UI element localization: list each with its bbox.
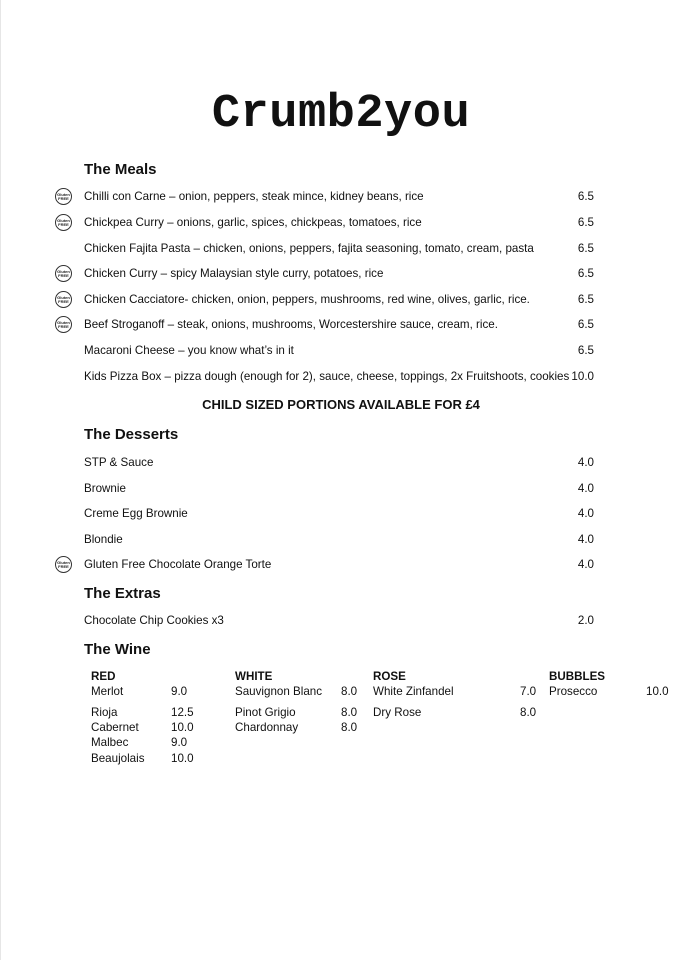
menu-item <box>84 241 594 257</box>
menu-item <box>84 266 594 282</box>
wine-name: Prosecco <box>549 685 598 698</box>
menu-item-description: Creme Egg Brownie <box>84 507 188 520</box>
gluten-free-badge-text: FREE <box>58 272 69 278</box>
gluten-free-badge-text: FREE <box>58 298 69 304</box>
wine-column-heading: ROSE <box>373 670 406 683</box>
wine-name: Dry Rose <box>373 706 422 719</box>
menu-item-price: 6.5 <box>577 318 594 331</box>
child-portions-note: CHILD SIZED PORTIONS AVAILABLE FOR £4 <box>202 397 480 412</box>
menu-item-price: 4.0 <box>577 507 594 520</box>
menu-item-price: 4.0 <box>577 533 594 546</box>
menu-item-price: 6.5 <box>577 293 594 306</box>
meals-heading: The Meals <box>84 161 157 178</box>
wine-name: White Zinfandel <box>373 685 454 698</box>
wine-name: Chardonnay <box>235 721 299 734</box>
menu-item-description: Blondie <box>84 533 123 546</box>
wine-heading: The Wine <box>84 641 151 658</box>
menu-item-description: Kids Pizza Box – pizza dough (enough for 2), sauce, cheese, toppings, 2x Fruitshoots, cookies <box>84 370 570 383</box>
menu-item <box>84 292 594 308</box>
menu-item-description: Gluten Free Chocolate Orange Torte <box>84 558 272 571</box>
menu-item-price: 4.0 <box>577 456 594 469</box>
gluten-free-badge-icon <box>55 556 72 573</box>
wine-price: 8.0 <box>341 685 358 698</box>
gluten-free-badge-text: Gluten <box>57 217 70 223</box>
menu-item-description: STP & Sauce <box>84 456 154 469</box>
menu-item-description: Beef Stroganoff – steak, onions, mushrooms, Worcestershire sauce, cream, rice. <box>84 318 498 331</box>
menu-item-description: Chicken Cacciatore- chicken, onion, peppers, mushrooms, red wine, olives, garlic, rice. <box>84 293 530 306</box>
menu-title: Crumb2you <box>211 88 471 141</box>
menu-item-price: 2.0 <box>577 614 594 627</box>
gluten-free-badge-text: FREE <box>58 323 69 329</box>
wine-name: Pinot Grigio <box>235 706 296 719</box>
menu-item-description: Chicken Curry – spicy Malaysian style curry, potatoes, rice <box>84 267 384 280</box>
extras-heading: The Extras <box>84 585 161 602</box>
wine-price: 8.0 <box>341 706 358 719</box>
wine-price: 9.0 <box>171 685 188 698</box>
wine-price: 10.0 <box>646 685 669 698</box>
gluten-free-badge-text: Gluten <box>57 294 70 300</box>
menu-item <box>84 189 594 205</box>
wine-name: Cabernet <box>91 721 139 734</box>
gluten-free-badge-text: FREE <box>58 563 69 569</box>
wine-name: Rioja <box>91 706 118 719</box>
gluten-free-badge-icon <box>55 291 72 308</box>
wine-price: 10.0 <box>171 752 194 765</box>
menu-item-price: 6.5 <box>577 242 594 255</box>
wine-price: 7.0 <box>520 685 537 698</box>
menu-item-description: Chocolate Chip Cookies x3 <box>84 614 224 627</box>
menu-item <box>84 557 594 573</box>
gluten-free-badge-text: Gluten <box>57 559 70 565</box>
gluten-free-badge-text: Gluten <box>57 268 70 274</box>
menu-item-price: 6.5 <box>577 190 594 203</box>
menu-item-price: 4.0 <box>577 558 594 571</box>
menu-item-price: 4.0 <box>577 482 594 495</box>
wine-price: 10.0 <box>171 721 194 734</box>
gluten-free-badge-text: Gluten <box>57 319 70 325</box>
wine-column-heading: BUBBLES <box>549 670 606 683</box>
gluten-free-badge-text: Gluten <box>57 191 70 197</box>
gluten-free-badge-text: FREE <box>58 221 69 227</box>
wine-name: Sauvignon Blanc <box>235 685 323 698</box>
menu-item-description: Chilli con Carne – onion, peppers, steak mince, kidney beans, rice <box>84 190 424 203</box>
wine-price: 12.5 <box>171 706 194 719</box>
menu-item-price: 10.0 <box>571 370 594 383</box>
menu-item-description: Macaroni Cheese – you know what’s in it <box>84 344 294 357</box>
gluten-free-badge-text: FREE <box>58 195 69 201</box>
gluten-free-badge-icon <box>55 316 72 333</box>
menu-item <box>84 369 594 385</box>
gluten-free-badge-icon <box>55 188 72 205</box>
desserts-heading: The Desserts <box>84 426 179 443</box>
wine-price: 9.0 <box>171 736 188 749</box>
menu-item <box>84 215 594 231</box>
wine-name: Merlot <box>91 685 124 698</box>
menu-item-description: Chickpea Curry – onions, garlic, spices, chickpeas, tomatoes, rice <box>84 216 422 229</box>
wine-price: 8.0 <box>341 721 358 734</box>
menu-item-price: 6.5 <box>577 344 594 357</box>
menu-item <box>84 532 594 548</box>
menu-item-description: Brownie <box>84 482 126 495</box>
gluten-free-badge-icon <box>55 214 72 231</box>
wine-column-heading: RED <box>91 670 116 683</box>
menu-item <box>84 343 594 359</box>
wine-name: Malbec <box>91 736 129 749</box>
menu-item-price: 6.5 <box>577 267 594 280</box>
menu-item <box>84 481 594 497</box>
menu-item-price: 6.5 <box>577 216 594 229</box>
wine-name: Beaujolais <box>91 752 145 765</box>
wine-price: 8.0 <box>520 706 537 719</box>
menu-item <box>84 455 594 471</box>
gluten-free-badge-icon <box>55 265 72 282</box>
menu-item-description: Chicken Fajita Pasta – chicken, onions, peppers, fajita seasoning, tomato, cream, pasta <box>84 242 534 255</box>
menu-item <box>84 317 594 333</box>
menu-item <box>84 613 594 629</box>
wine-column-heading: WHITE <box>235 670 273 683</box>
menu-item <box>84 506 594 522</box>
